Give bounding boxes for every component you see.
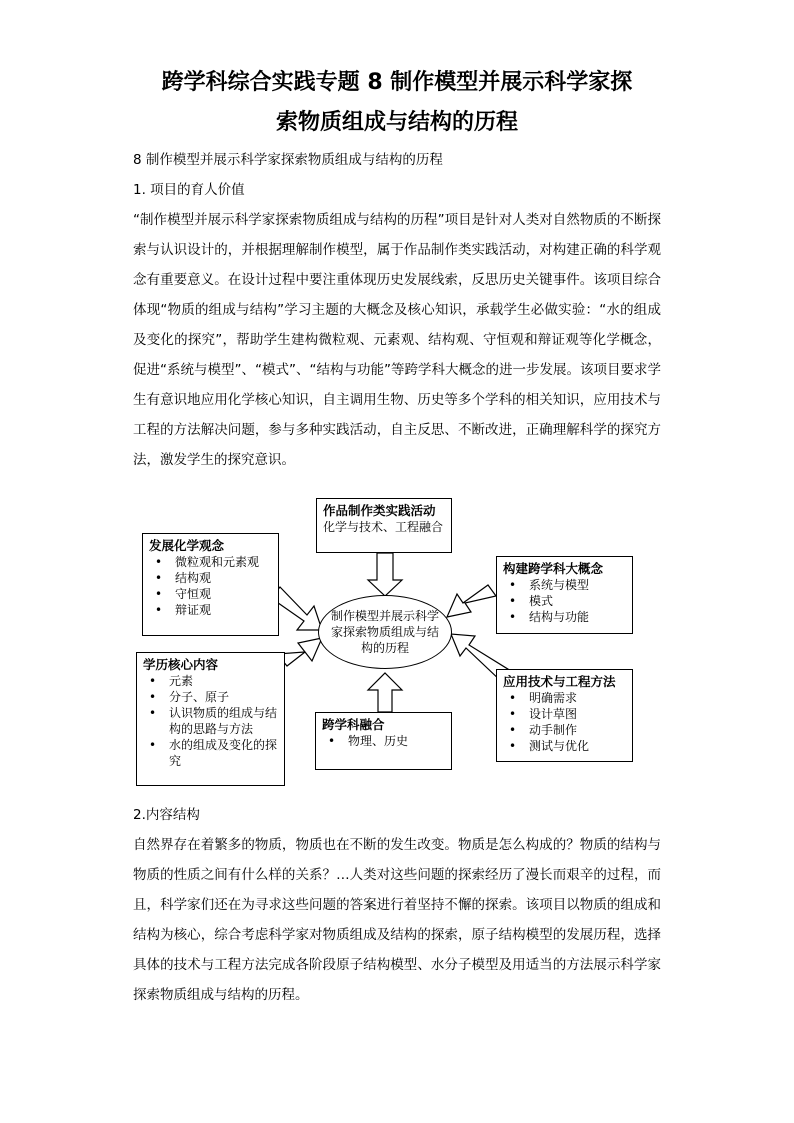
box-title: 学历核心内容 xyxy=(143,657,219,672)
list-item: • 辩证观 xyxy=(175,602,272,618)
list-item: • 物理、历史 xyxy=(348,733,445,749)
subtitle: 8 制作模型并展示科学家探索物质组成与结构的历程 xyxy=(133,152,443,168)
arrow-down-top xyxy=(368,553,402,596)
list-item: • 水的组成及变化的探究 xyxy=(169,737,278,769)
box-title: 作品制作类实践活动 xyxy=(323,503,436,518)
document-title-line2: 索物质组成与结构的历程 xyxy=(275,110,518,135)
center-project-ellipse xyxy=(318,595,452,669)
list-item: • 守恒观 xyxy=(175,586,272,602)
arrow-up-bottom xyxy=(368,673,402,712)
box-text: 化学与技术、工程融合 xyxy=(323,520,444,534)
list-item: • 元素 xyxy=(169,673,278,689)
box-engineering-methods xyxy=(496,669,633,762)
box-title: 应用技术与工程方法 xyxy=(503,674,616,689)
list-item: • 模式 xyxy=(529,593,626,609)
box-interdisciplinary-integration xyxy=(315,712,452,770)
document-title-line1: 跨学科综合实践专题 8 制作模型并展示科学家探 xyxy=(161,70,633,95)
section2-heading: 2.内容结构 xyxy=(133,807,200,823)
center-text: 制作模型并展示科学家探索物质组成与结构的历程 xyxy=(330,609,439,655)
box-title: 发展化学观念 xyxy=(149,538,225,553)
list-item: • 认识物质的组成与结构的思路与方法 xyxy=(169,705,278,737)
box-title: 跨学科融合 xyxy=(322,717,385,732)
box-interdisciplinary-concepts xyxy=(496,556,633,634)
list-item: • 设计草图 xyxy=(529,706,626,722)
box-title: 构建跨学科大概念 xyxy=(503,561,604,576)
list-item: • 系统与模型 xyxy=(529,577,626,593)
list-item: • 动手制作 xyxy=(529,722,626,738)
box-practice-activity xyxy=(316,498,452,553)
list-item: • 结构观 xyxy=(175,570,272,586)
section1-heading: 1. 项目的育人价值 xyxy=(133,182,245,198)
box-chemistry-concepts xyxy=(142,533,279,636)
section1-paragraph: “制作模型并展示科学家探索物质组成与结构的历程”项目是针对人类对自然物质的不断探索与认识设计的，并根据理解制作模型，属于作品制作类实践活动，对构建正确的科学观念有重要意义。在设计过程中要注重体现历史发展线索，反思历史关键事件。该项目综合体现“物质的组成与结构”学习主题的大概念及核心知识，承载学生必做实验：“水的组成及变化的探究”，帮助学生建构微粒观、元素观、结构观、守恒观和辩证观等化学概念，促进“系统与模型”、“模式”、“结构与功能”等跨学科大概念的进一步发展。该项目要求学生有意识地应用化学核心知识，自主调用生物、历史等多个学科的相关知识，应用技术与工程的方法解决问题，参与多种实践活动，自主反思、不断改进，正确理解科学的探究方法，激发学生的探究意识。 xyxy=(133,212,661,468)
section2-paragraph: 自然界存在着繁多的物质，物质也在不断的发生改变。物质是怎么构成的？物质的结构与物质的性质之间有什么样的关系？…人类对这些问题的探索经历了漫长而艰辛的过程，而且，科学家们还在为寻求这些问题的答案进行着坚持不懈的探索。该项目以物质的组成和结构为核心，综合考虑科学家对物质组成及结构的探索，原子结构模型的发展历程，选择具体的技术与工程方法完成各阶段原子结构模型、水分子模型及用适当的方法展示科学家探索物质组成与结构的历程。 xyxy=(133,837,661,1003)
list-item: • 明确需求 xyxy=(529,690,626,706)
list-item: • 结构与功能 xyxy=(529,609,626,625)
box-core-content xyxy=(136,652,285,786)
arrow-from-right-top xyxy=(447,585,496,617)
list-item: • 微粒观和元素观 xyxy=(175,554,272,570)
list-item: • 测试与优化 xyxy=(529,738,626,754)
list-item: • 分子、原子 xyxy=(169,689,278,705)
